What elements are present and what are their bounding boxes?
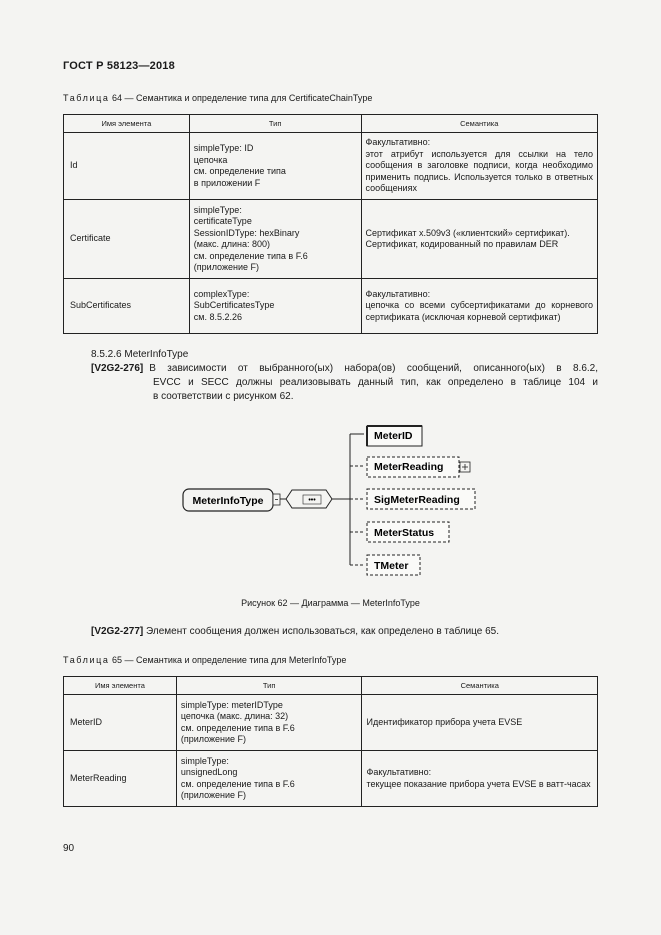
type-line: см. определение типа в F.6 — [180, 778, 295, 789]
type-line: (приложение F) — [180, 790, 247, 800]
table-65 — [63, 676, 598, 807]
document-title: ГОСТ Р 58123—2018 — [63, 60, 175, 72]
root-element-label: MeterInfoType — [192, 495, 264, 507]
semantics-line: Факультативно: — [365, 137, 431, 148]
child-element-label: MeterReading — [374, 461, 444, 473]
type-line: см. определение типа в F.6 — [180, 722, 295, 733]
cell-element-name: MeterReading — [64, 751, 177, 807]
type-line: (приложение F) — [193, 262, 259, 272]
cell-type — [189, 133, 361, 200]
type-line: см. определение типа в F.6 — [193, 250, 308, 261]
semantics-line: текущее показание прибора учета EVSE в ватт-часах — [366, 778, 591, 789]
type-line: в приложении F — [193, 177, 261, 188]
table-row — [64, 279, 598, 334]
semantics-line: цепочка со всеми субсертификатами до корневого сертификата (исключая корневой сертификат) — [365, 300, 593, 322]
child-element-label: MeterStatus — [374, 527, 435, 539]
type-line: (макс. длина: 800) — [193, 239, 271, 249]
table-64-caption-prefix: Таблица — [63, 93, 110, 103]
type-line: simpleType: — [193, 204, 242, 215]
child-element-meterid — [367, 426, 422, 446]
table-65-caption — [63, 655, 346, 665]
column-header-type: Тип — [189, 115, 361, 133]
column-header-type: Тип — [176, 677, 362, 695]
cell-semantics — [361, 200, 598, 279]
cell-element-name: SubCertificates — [64, 279, 190, 334]
table-row — [64, 200, 598, 279]
type-line: simpleType: — [180, 755, 229, 766]
semantics-line: Сертификат x.509v3 («клиентский» сертификат). — [365, 227, 570, 238]
type-line: см. определение типа — [193, 166, 286, 176]
table-65-caption-prefix: Таблица — [63, 655, 110, 665]
semantics-line: Сертификат, кодированный по правилам DER — [365, 239, 559, 249]
table-header-row — [64, 677, 598, 695]
child-element-sigmeterreading — [367, 489, 475, 509]
column-header-semantics: Семантика — [361, 115, 598, 133]
cell-type — [189, 200, 361, 279]
page-number: 90 — [63, 843, 75, 854]
requirement-277 — [91, 625, 499, 639]
sequence-icon: ••• — [308, 497, 316, 504]
cell-element-name: MeterID — [64, 695, 177, 751]
semantics-line: Факультативно: — [366, 767, 432, 777]
figure-caption: Рисунок 62 — Диаграмма — MeterInfoType — [241, 598, 420, 608]
child-element-label: TMeter — [374, 560, 409, 572]
table-header-row — [64, 115, 598, 133]
diagram-root-element — [183, 489, 280, 511]
requirement-276 — [91, 362, 598, 404]
semantics-line: Идентификатор прибора учета EVSE — [366, 716, 523, 727]
table-64-caption — [63, 93, 372, 103]
cell-element-name: Certificate — [64, 200, 190, 279]
meterinfotype-diagram — [0, 410, 661, 590]
requirement-line: В зависимости от выбранного(ых) набора(ов) сообщений, описанного(ых) в 8.6.2, — [149, 363, 598, 374]
cell-element-name: Id — [64, 133, 190, 200]
type-line: SessionIDType: hexBinary — [193, 227, 300, 238]
type-line: SubCertificatesType — [193, 300, 275, 311]
requirement-line: в соответствии с рисунком 62. — [153, 391, 294, 402]
cell-semantics — [361, 133, 598, 200]
cell-semantics — [361, 279, 598, 334]
type-line: simpleType: meterIDType — [180, 699, 283, 710]
cell-type — [176, 751, 362, 807]
table-65-caption-text: 65 — Семантика и определение типа для MeterInfoType — [112, 655, 347, 665]
child-element-meterstatus — [367, 522, 449, 542]
type-line: simpleType: ID — [193, 143, 254, 153]
type-line: certificateType — [193, 216, 252, 226]
table-row — [64, 133, 598, 200]
table-row — [64, 751, 598, 807]
child-element-label: SigMeterReading — [374, 494, 460, 506]
child-element-meterreading — [367, 457, 470, 477]
type-line: цепочка — [193, 154, 228, 165]
cell-semantics — [362, 751, 598, 807]
table-64-caption-text: 64 — Семантика и определение типа для CertificateChainType — [112, 93, 373, 103]
table-64 — [63, 114, 598, 334]
requirement-line: EVCC и SECC должны реализовывать данный тип, как определено в таблице 104 и — [153, 377, 598, 388]
sequence-compositor — [286, 490, 332, 508]
cell-type — [176, 695, 362, 751]
cell-type — [189, 279, 361, 334]
requirement-text: Элемент сообщения должен использоваться, как определено в таблице 65. — [146, 626, 500, 637]
section-heading: 8.5.2.6 MeterInfoType — [91, 349, 189, 360]
cell-semantics — [362, 695, 598, 751]
column-header-semantics: Семантика — [362, 677, 598, 695]
semantics-line: этот атрибут используется для ссылки на тело сообщения в заголовке подписи, когда необходимо применить подпись. Используется только в ответных сообщениях — [365, 148, 593, 194]
type-line: цепочка (макс. длина: 32) — [180, 711, 289, 721]
requirement-id: [V2G2-277] — [91, 626, 144, 637]
type-line: см. 8.5.2.26 — [193, 311, 243, 322]
column-header-name: Имя элемента — [64, 677, 177, 695]
child-element-label: MeterID — [374, 430, 413, 442]
child-element-tmeter — [367, 555, 420, 575]
type-line: complexType: — [193, 288, 250, 299]
requirement-id: [V2G2-276] — [91, 363, 144, 374]
table-row — [64, 695, 598, 751]
semantics-line: Факультативно: — [365, 288, 431, 299]
type-line: unsignedLong — [180, 767, 238, 777]
type-line: (приложение F) — [180, 734, 247, 744]
column-header-name: Имя элемента — [64, 115, 190, 133]
